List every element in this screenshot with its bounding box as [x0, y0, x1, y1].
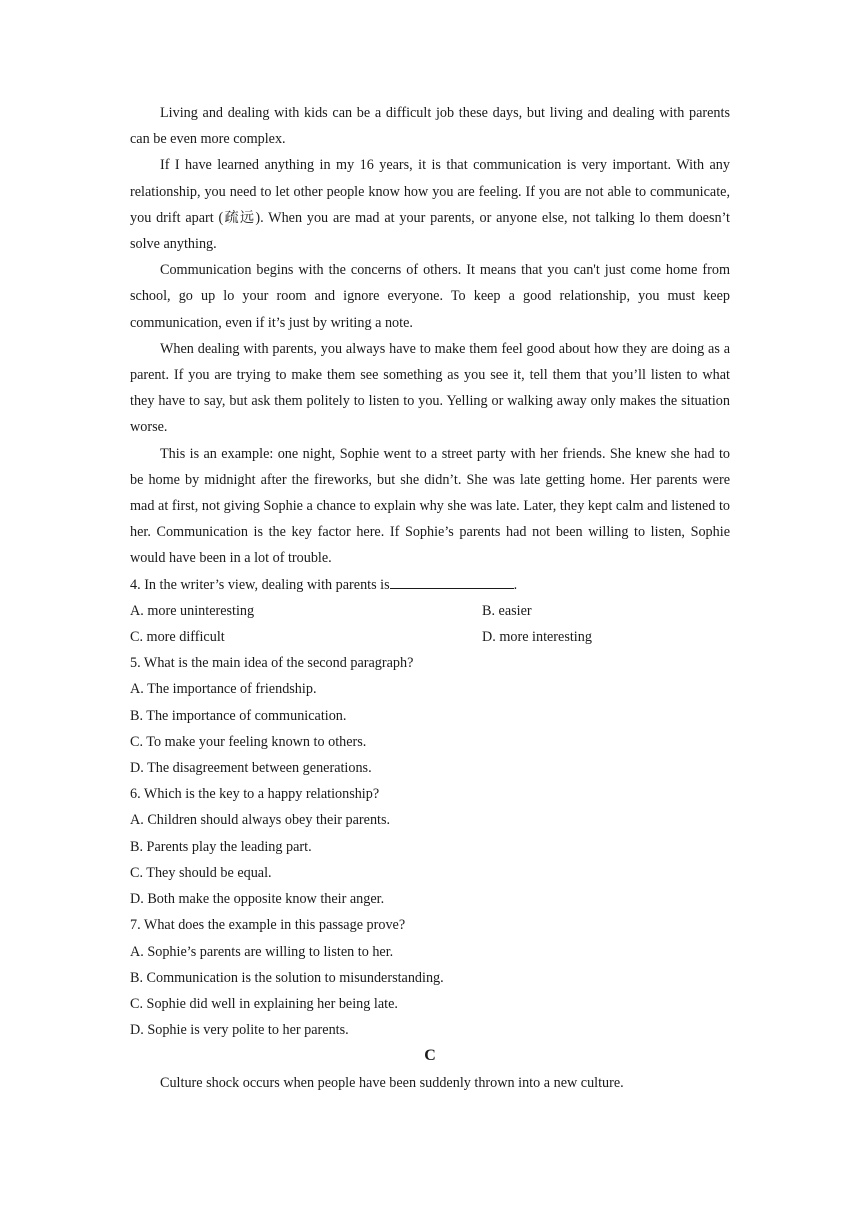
question-6-option-c: C. They should be equal.	[130, 864, 272, 881]
section-c-intro: Culture shock occurs when people have been suddenly thrown into a new culture.	[160, 1074, 624, 1091]
question-6-option-a: A. Children should always obey their parents.	[130, 812, 391, 829]
passage-paragraph-1: Living and dealing with kids can be a difficult job these days, but living and dealing with parents can be even more complex.	[130, 105, 730, 148]
question-4-end: .	[513, 576, 518, 593]
question-7-stem: 7. What does the example in this passage prove?	[130, 917, 406, 934]
question-4-option-c: C. more difficult	[130, 629, 225, 646]
question-5-stem: 5. What is the main idea of the second paragraph?	[130, 655, 414, 672]
question-4-option-a: A. more uninteresting	[130, 602, 255, 619]
question-4-option-b: B. easier	[482, 602, 532, 619]
question-6-option-d: D. Both make the opposite know their anger.	[130, 891, 385, 908]
question-5-option-a: A. The importance of friendship.	[130, 681, 317, 698]
question-7-option-d: D. Sophie is very polite to her parents.	[130, 1022, 349, 1039]
question-5-option-b: B. The importance of communication.	[130, 707, 347, 724]
passage-paragraph-3: Communication begins with the concerns of others. It means that you can't just come home from school, go up lo your room and ignore everyone. To keep a good relationship, you must keep communication, even if it’s just by writing a note.	[130, 262, 730, 331]
answer-blank	[390, 573, 514, 589]
question-7-option-a: A. Sophie’s parents are willing to listen to her.	[130, 943, 394, 960]
question-6-option-b: B. Parents play the leading part.	[130, 838, 312, 855]
passage-paragraph-5: This is an example: one night, Sophie went to a street party with her friends. She knew she had to be home by midnight after the fireworks, but she didn’t. She was late getting home. Her parents were mad at first, not giving Sophie a chance to explain why she was late. Later, they kept calm and listened to her. Communication is the key factor here. If Sophie’s parents had not been willing to listen, Sophie would have been in a lot of trouble.	[130, 445, 730, 567]
question-4-options-row-1	[130, 598, 730, 624]
section-c-heading: C	[424, 1047, 436, 1065]
question-6-stem: 6. Which is the key to a happy relationship?	[130, 786, 380, 803]
question-7-option-c: C. Sophie did well in explaining her being late.	[130, 995, 398, 1012]
question-4-option-d: D. more interesting	[482, 629, 592, 646]
passage-paragraph-4: When dealing with parents, you always have to make them feel good about how they are doing as a parent. If you are trying to make them see something as you see it, tell them that you’ll listen to what they have to say, but ask them politely to listen to you. Yelling or walking away only makes the situation worse.	[130, 340, 730, 436]
document-page	[130, 100, 730, 1096]
question-4-stem	[130, 572, 730, 598]
question-5-option-c: C. To make your feeling known to others.	[130, 733, 367, 750]
question-4-text: 4. In the writer’s view, dealing with parents is	[130, 576, 390, 593]
question-7-option-b: B. Communication is the solution to misunderstanding.	[130, 969, 444, 986]
question-5-option-d: D. The disagreement between generations.	[130, 760, 372, 777]
question-4-options-row-2	[130, 624, 730, 650]
passage-paragraph-2: If I have learned anything in my 16 years, it is that communication is very important. With any relationship, you need to let other people know how you are feeling. If you are not able to communicate, you drift apart (疏远). When you are mad at your parents, or anyone else, not talking lo them doesn’t solve anything.	[130, 157, 730, 253]
